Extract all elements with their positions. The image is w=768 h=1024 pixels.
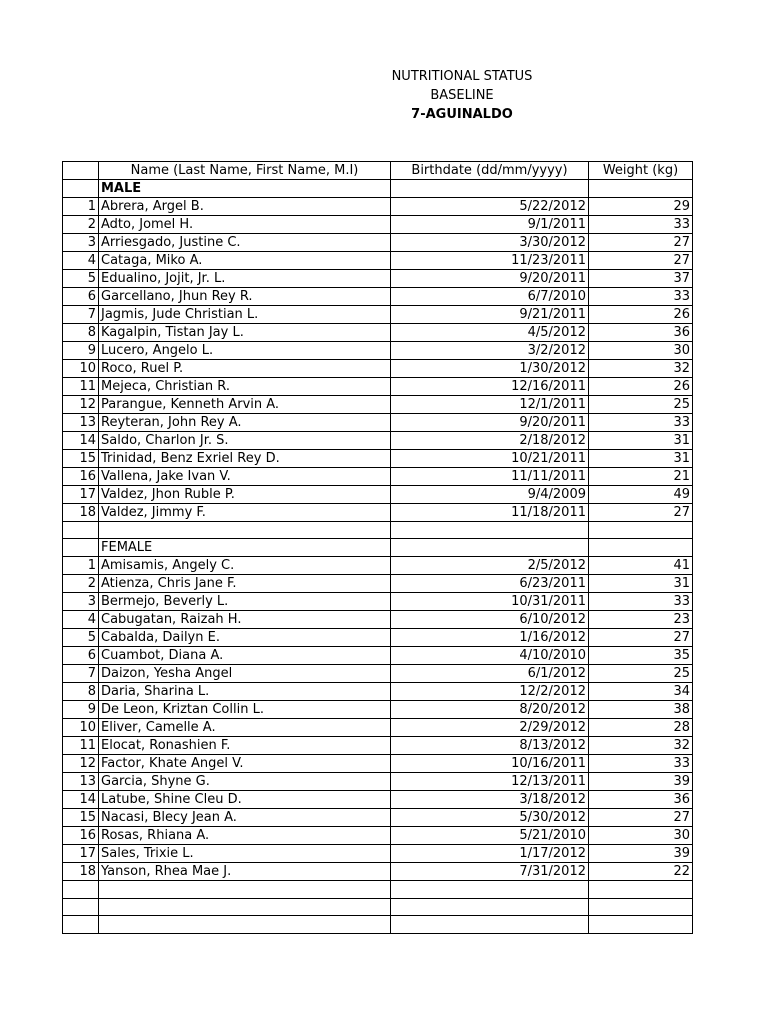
weight: 25 bbox=[589, 396, 693, 414]
row-number: 14 bbox=[63, 791, 99, 809]
student-name: Latube, Shine Cleu D. bbox=[99, 791, 391, 809]
table-row bbox=[63, 719, 693, 737]
weight: 29 bbox=[589, 198, 693, 216]
row-number: 9 bbox=[63, 342, 99, 360]
table-row bbox=[63, 414, 693, 432]
birthdate: 3/2/2012 bbox=[391, 342, 589, 360]
student-name: Vallena, Jake Ivan V. bbox=[99, 468, 391, 486]
row-number: 15 bbox=[63, 450, 99, 468]
birthdate: 9/1/2011 bbox=[391, 216, 589, 234]
row-number: 11 bbox=[63, 737, 99, 755]
student-name: Yanson, Rhea Mae J. bbox=[99, 863, 391, 881]
empty-row bbox=[63, 898, 693, 915]
student-name: Trinidad, Benz Exriel Rey D. bbox=[99, 450, 391, 468]
female-section-label-row bbox=[63, 539, 693, 557]
empty-cell bbox=[589, 522, 693, 539]
report-title: NUTRITIONAL STATUS bbox=[391, 69, 533, 84]
empty-cell bbox=[391, 881, 589, 898]
row-number: 7 bbox=[63, 665, 99, 683]
student-name: Jagmis, Jude Christian L. bbox=[99, 306, 391, 324]
row-number: 18 bbox=[63, 863, 99, 881]
birthdate: 10/21/2011 bbox=[391, 450, 589, 468]
weight: 30 bbox=[589, 827, 693, 845]
birthdate: 8/20/2012 bbox=[391, 701, 589, 719]
birthdate: 6/23/2011 bbox=[391, 575, 589, 593]
student-name: Edualino, Jojit, Jr. L. bbox=[99, 270, 391, 288]
row-number: 9 bbox=[63, 701, 99, 719]
student-name: Arriesgado, Justine C. bbox=[99, 234, 391, 252]
birthdate: 5/22/2012 bbox=[391, 198, 589, 216]
table-row bbox=[63, 216, 693, 234]
table-row bbox=[63, 342, 693, 360]
birthdate: 10/31/2011 bbox=[391, 593, 589, 611]
birthdate: 9/20/2011 bbox=[391, 270, 589, 288]
table-row bbox=[63, 701, 693, 719]
student-name: Valdez, Jhon Ruble P. bbox=[99, 486, 391, 504]
empty-cell bbox=[99, 881, 391, 898]
table-row bbox=[63, 827, 693, 845]
weight: 31 bbox=[589, 432, 693, 450]
student-name: Rosas, Rhiana A. bbox=[99, 827, 391, 845]
birthdate: 11/11/2011 bbox=[391, 468, 589, 486]
header-weight: Weight (kg) bbox=[589, 162, 693, 180]
table-row bbox=[63, 252, 693, 270]
weight: 37 bbox=[589, 270, 693, 288]
weight: 33 bbox=[589, 216, 693, 234]
weight: 36 bbox=[589, 324, 693, 342]
male-section-label: MALE bbox=[99, 180, 391, 198]
table-row bbox=[63, 486, 693, 504]
table-row bbox=[63, 665, 693, 683]
empty-row bbox=[63, 881, 693, 898]
student-name: Cabalda, Dailyn E. bbox=[99, 629, 391, 647]
weight: 27 bbox=[589, 629, 693, 647]
table-body bbox=[63, 180, 693, 934]
table-row bbox=[63, 360, 693, 378]
birthdate: 12/13/2011 bbox=[391, 773, 589, 791]
weight: 23 bbox=[589, 611, 693, 629]
empty-cell bbox=[589, 180, 693, 198]
table-row bbox=[63, 611, 693, 629]
student-name: Lucero, Angelo L. bbox=[99, 342, 391, 360]
row-number: 8 bbox=[63, 324, 99, 342]
weight: 26 bbox=[589, 378, 693, 396]
student-name: Parangue, Kenneth Arvin A. bbox=[99, 396, 391, 414]
student-name: Abrera, Argel B. bbox=[99, 198, 391, 216]
table-row bbox=[63, 791, 693, 809]
male-section-label-row bbox=[63, 180, 693, 198]
student-name: Eliver, Camelle A. bbox=[99, 719, 391, 737]
row-number: 6 bbox=[63, 647, 99, 665]
empty-cell bbox=[63, 881, 99, 898]
row-number: 8 bbox=[63, 683, 99, 701]
empty-cell bbox=[391, 916, 589, 933]
birthdate: 8/13/2012 bbox=[391, 737, 589, 755]
weight: 21 bbox=[589, 468, 693, 486]
student-name: Bermejo, Beverly L. bbox=[99, 593, 391, 611]
birthdate: 12/16/2011 bbox=[391, 378, 589, 396]
report-subtitle: BASELINE bbox=[430, 88, 494, 103]
row-number: 3 bbox=[63, 234, 99, 252]
weight: 25 bbox=[589, 665, 693, 683]
empty-cell bbox=[391, 898, 589, 915]
row-number: 5 bbox=[63, 270, 99, 288]
row-number: 3 bbox=[63, 593, 99, 611]
birthdate: 9/20/2011 bbox=[391, 414, 589, 432]
table-row bbox=[63, 378, 693, 396]
weight: 32 bbox=[589, 360, 693, 378]
birthdate: 1/16/2012 bbox=[391, 629, 589, 647]
row-number: 10 bbox=[63, 360, 99, 378]
row-number: 16 bbox=[63, 468, 99, 486]
weight: 33 bbox=[589, 414, 693, 432]
weight: 27 bbox=[589, 504, 693, 522]
table-row bbox=[63, 557, 693, 575]
row-number: 12 bbox=[63, 396, 99, 414]
birthdate: 12/1/2011 bbox=[391, 396, 589, 414]
empty-cell bbox=[589, 916, 693, 933]
table-row bbox=[63, 575, 693, 593]
table-row bbox=[63, 234, 693, 252]
student-name: Daizon, Yesha Angel bbox=[99, 665, 391, 683]
empty-cell bbox=[63, 180, 99, 198]
birthdate: 4/10/2010 bbox=[391, 647, 589, 665]
birthdate: 1/17/2012 bbox=[391, 845, 589, 863]
student-name: Kagalpin, Tistan Jay L. bbox=[99, 324, 391, 342]
table-row bbox=[63, 450, 693, 468]
table-row bbox=[63, 863, 693, 881]
weight: 36 bbox=[589, 791, 693, 809]
table-header-row bbox=[63, 162, 693, 180]
weight: 33 bbox=[589, 288, 693, 306]
student-name: Garcia, Shyne G. bbox=[99, 773, 391, 791]
table-row bbox=[63, 809, 693, 827]
row-number: 7 bbox=[63, 306, 99, 324]
student-name: Amisamis, Angely C. bbox=[99, 557, 391, 575]
student-name: Factor, Khate Angel V. bbox=[99, 755, 391, 773]
row-number: 17 bbox=[63, 486, 99, 504]
student-name: Mejeca, Christian R. bbox=[99, 378, 391, 396]
table-row bbox=[63, 270, 693, 288]
header-birthdate: Birthdate (dd/mm/yyyy) bbox=[391, 162, 589, 180]
header-name: Name (Last Name, First Name, M.I) bbox=[99, 162, 391, 180]
weight: 22 bbox=[589, 863, 693, 881]
table-row bbox=[63, 755, 693, 773]
table-row bbox=[63, 683, 693, 701]
birthdate: 3/30/2012 bbox=[391, 234, 589, 252]
female-section-label: FEMALE bbox=[99, 539, 391, 557]
empty-cell bbox=[63, 539, 99, 557]
birthdate: 9/4/2009 bbox=[391, 486, 589, 504]
student-name: Sales, Trixie L. bbox=[99, 845, 391, 863]
row-number: 10 bbox=[63, 719, 99, 737]
birthdate: 7/31/2012 bbox=[391, 863, 589, 881]
weight: 32 bbox=[589, 737, 693, 755]
table-row bbox=[63, 324, 693, 342]
table-row bbox=[63, 198, 693, 216]
student-name: Atienza, Chris Jane F. bbox=[99, 575, 391, 593]
weight: 31 bbox=[589, 575, 693, 593]
table-row bbox=[63, 737, 693, 755]
row-number: 6 bbox=[63, 288, 99, 306]
row-number: 1 bbox=[63, 198, 99, 216]
empty-cell bbox=[391, 539, 589, 557]
table-row bbox=[63, 773, 693, 791]
table-row bbox=[63, 306, 693, 324]
weight: 38 bbox=[589, 701, 693, 719]
birthdate: 12/2/2012 bbox=[391, 683, 589, 701]
student-name: Elocat, Ronashien F. bbox=[99, 737, 391, 755]
student-name: Roco, Ruel P. bbox=[99, 360, 391, 378]
student-name: Cuambot, Diana A. bbox=[99, 647, 391, 665]
birthdate: 3/18/2012 bbox=[391, 791, 589, 809]
empty-row bbox=[63, 916, 693, 933]
student-name: Saldo, Charlon Jr. S. bbox=[99, 432, 391, 450]
birthdate: 6/10/2012 bbox=[391, 611, 589, 629]
row-number: 14 bbox=[63, 432, 99, 450]
birthdate: 5/30/2012 bbox=[391, 809, 589, 827]
birthdate: 11/23/2011 bbox=[391, 252, 589, 270]
header-number bbox=[63, 162, 99, 180]
empty-cell bbox=[391, 522, 589, 539]
empty-cell bbox=[63, 522, 99, 539]
student-name: Daria, Sharina L. bbox=[99, 683, 391, 701]
weight: 27 bbox=[589, 809, 693, 827]
student-name: Reyteran, John Rey A. bbox=[99, 414, 391, 432]
empty-cell bbox=[99, 898, 391, 915]
weight: 27 bbox=[589, 252, 693, 270]
row-number: 4 bbox=[63, 611, 99, 629]
table-row bbox=[63, 396, 693, 414]
empty-row bbox=[63, 522, 693, 539]
birthdate: 6/7/2010 bbox=[391, 288, 589, 306]
student-name: De Leon, Kriztan Collin L. bbox=[99, 701, 391, 719]
student-name: Valdez, Jimmy F. bbox=[99, 504, 391, 522]
weight: 39 bbox=[589, 845, 693, 863]
table-row bbox=[63, 504, 693, 522]
birthdate: 1/30/2012 bbox=[391, 360, 589, 378]
student-name: Garcellano, Jhun Rey R. bbox=[99, 288, 391, 306]
table-row bbox=[63, 629, 693, 647]
student-name: Cabugatan, Raizah H. bbox=[99, 611, 391, 629]
weight: 41 bbox=[589, 557, 693, 575]
student-name: Nacasi, Blecy Jean A. bbox=[99, 809, 391, 827]
row-number: 4 bbox=[63, 252, 99, 270]
table-row bbox=[63, 593, 693, 611]
weight: 30 bbox=[589, 342, 693, 360]
empty-cell bbox=[99, 916, 391, 933]
weight: 28 bbox=[589, 719, 693, 737]
weight: 34 bbox=[589, 683, 693, 701]
table-row bbox=[63, 468, 693, 486]
birthdate: 2/18/2012 bbox=[391, 432, 589, 450]
empty-cell bbox=[63, 916, 99, 933]
row-number: 17 bbox=[63, 845, 99, 863]
empty-cell bbox=[589, 539, 693, 557]
weight: 26 bbox=[589, 306, 693, 324]
row-number: 15 bbox=[63, 809, 99, 827]
row-number: 12 bbox=[63, 755, 99, 773]
weight: 33 bbox=[589, 755, 693, 773]
section-name: 7-AGUINALDO bbox=[411, 107, 513, 122]
weight: 33 bbox=[589, 593, 693, 611]
row-number: 13 bbox=[63, 773, 99, 791]
birthdate: 2/5/2012 bbox=[391, 557, 589, 575]
empty-cell bbox=[63, 898, 99, 915]
table-row bbox=[63, 288, 693, 306]
birthdate: 10/16/2011 bbox=[391, 755, 589, 773]
student-name: Cataga, Miko A. bbox=[99, 252, 391, 270]
birthdate: 9/21/2011 bbox=[391, 306, 589, 324]
row-number: 11 bbox=[63, 378, 99, 396]
table-row bbox=[63, 845, 693, 863]
row-number: 2 bbox=[63, 575, 99, 593]
nutrition-table bbox=[62, 161, 693, 934]
row-number: 2 bbox=[63, 216, 99, 234]
birthdate: 11/18/2011 bbox=[391, 504, 589, 522]
birthdate: 5/21/2010 bbox=[391, 827, 589, 845]
row-number: 16 bbox=[63, 827, 99, 845]
empty-cell bbox=[99, 522, 391, 539]
birthdate: 4/5/2012 bbox=[391, 324, 589, 342]
empty-cell bbox=[589, 898, 693, 915]
student-name: Adto, Jomel H. bbox=[99, 216, 391, 234]
birthdate: 2/29/2012 bbox=[391, 719, 589, 737]
row-number: 18 bbox=[63, 504, 99, 522]
row-number: 13 bbox=[63, 414, 99, 432]
birthdate: 6/1/2012 bbox=[391, 665, 589, 683]
weight: 31 bbox=[589, 450, 693, 468]
weight: 27 bbox=[589, 234, 693, 252]
weight: 49 bbox=[589, 486, 693, 504]
empty-cell bbox=[391, 180, 589, 198]
table-row bbox=[63, 647, 693, 665]
weight: 35 bbox=[589, 647, 693, 665]
table-row bbox=[63, 432, 693, 450]
empty-cell bbox=[589, 881, 693, 898]
row-number: 1 bbox=[63, 557, 99, 575]
row-number: 5 bbox=[63, 629, 99, 647]
weight: 39 bbox=[589, 773, 693, 791]
